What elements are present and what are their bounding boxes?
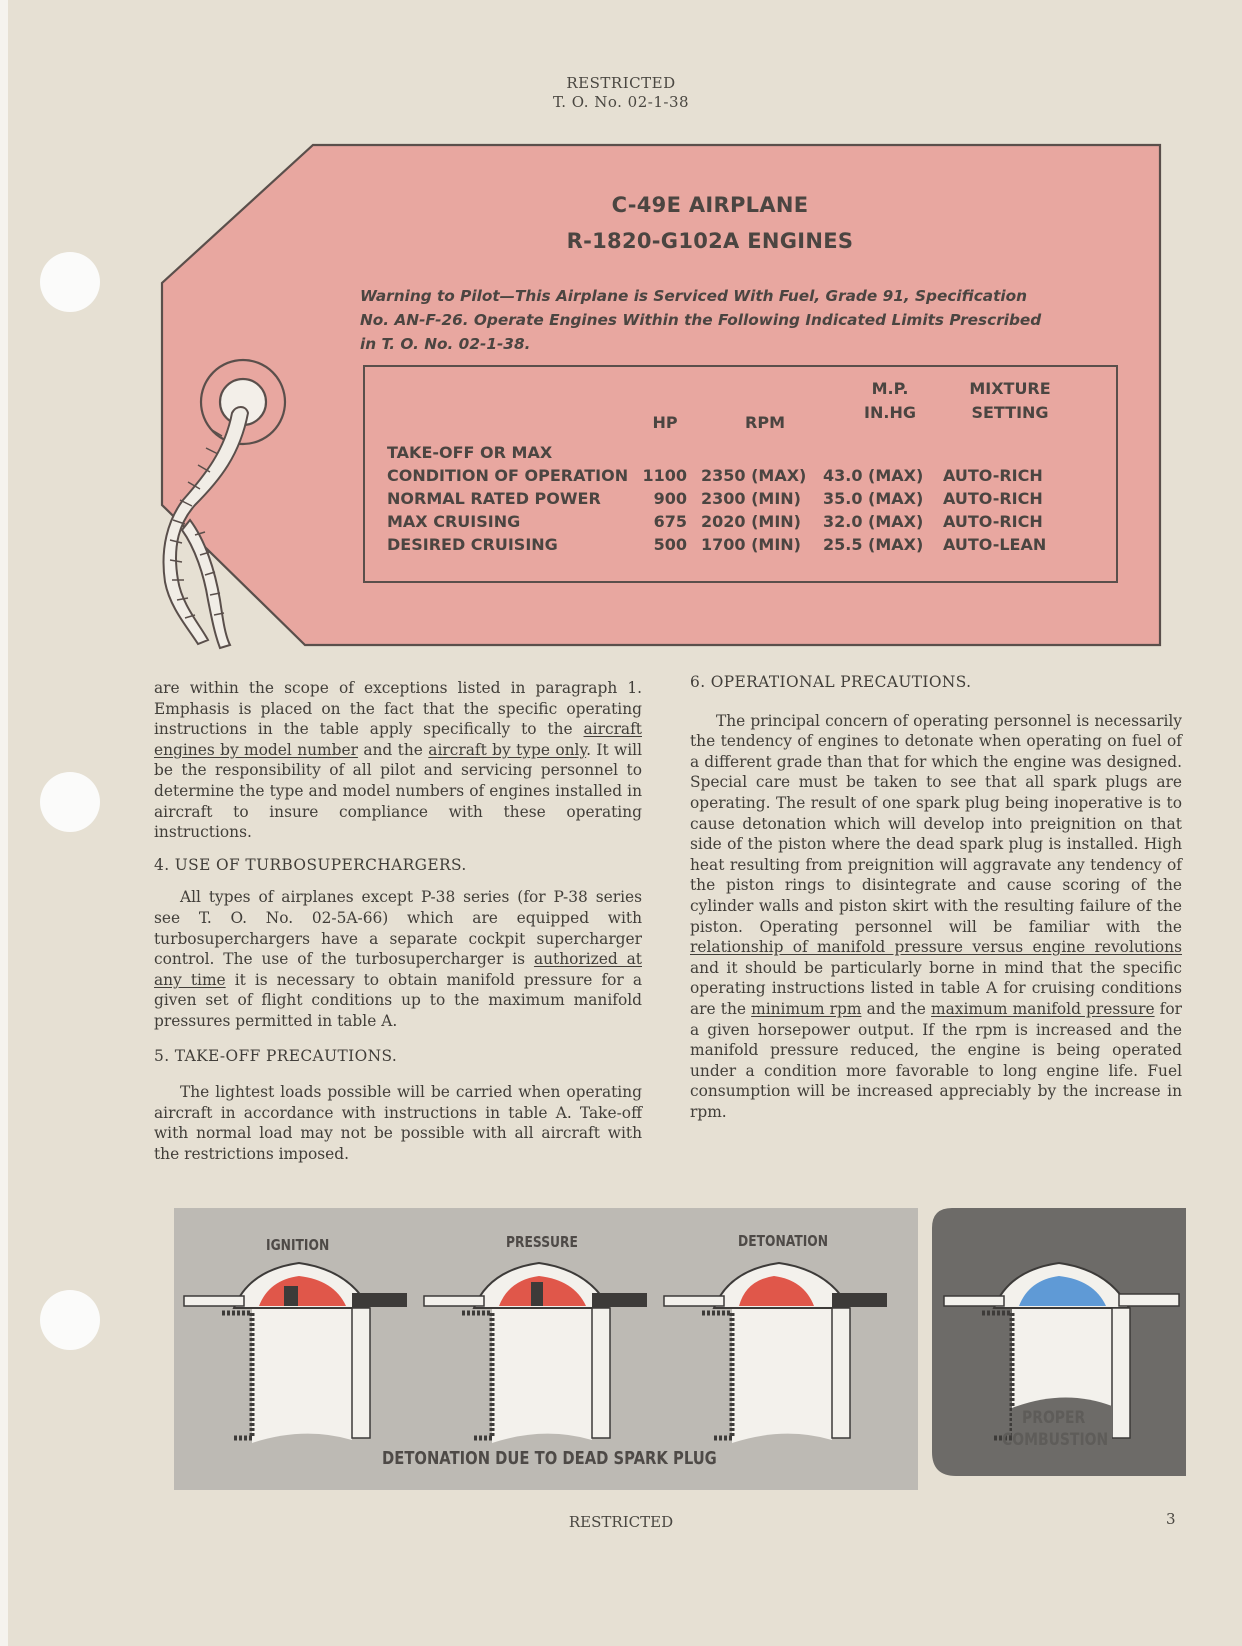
illustration-caption: DETONATION DUE TO DEAD SPARK PLUG [382, 1448, 717, 1469]
binder-hole [40, 1290, 100, 1350]
left-column [154, 678, 642, 1164]
table-row: TAKE-OFF OR MAX [387, 443, 553, 462]
cell-hp: 500 [653, 535, 687, 554]
page-number: 3 [1166, 1510, 1176, 1528]
table-row [387, 533, 1107, 557]
section-heading-5: 5. TAKE-OFF PRECAUTIONS. [154, 1046, 398, 1065]
paragraph-turbosuperchargers: All types of airplanes except P-38 series (for P-38 series see T. O. No. 02-5A-66) which are equipped with turbosuperchargers have a separate cockpit supercharger control. The use of the turbosupercharger is authorized at any time it is necessary to obtain manifold pressure for a given set of flight conditions up to the maximum manifold pressures permitted in table A. [154, 888, 642, 1030]
cell-condition: NORMAL RATED POWER [387, 489, 601, 508]
footer-classification: RESTRICTED [568, 1513, 674, 1531]
cell-condition: CONDITION OF OPERATION [387, 466, 629, 485]
warning-line: Warning to Pilot—This Airplane is Serviced With Fuel, Grade 91, Specification [360, 287, 1028, 305]
cell-condition: MAX CRUISING [387, 512, 521, 531]
paragraph-scope: are within the scope of exceptions listed in paragraph 1. Emphasis is placed on the fact that the specific operating instructions in the table apply specifically to the aircraft engines by model number and the aircraft by type only. It will be the responsibility of all pilot and servicing personnel to determine the type and model numbers of engines installed in aircraft to insure compliance with these operating instructions. [154, 679, 642, 842]
cell-rpm: 1700 (MIN) [701, 535, 801, 554]
right-column [690, 672, 1182, 1122]
label-pressure: PRESSURE [506, 1233, 578, 1251]
paragraph-operational: The principal concern of operating personnel is necessarily the tendency of engines to detonate when operating on fuel of a different grade than that for which the engine was designed. Special care must be taken to see that all spark plugs are operating. The result of one spark plug being inoperative is to cause detonation which will develop into preignition on that side of the piston where the dead spark plug is installed. High heat resulting from preignition will aggravate any tendency of the piston rings to disintegrate and cause scoring of the cylinder walls and piston skirt with the resulting failure of the piston. Operating personnel will be familiar with the relationship of manifold pressure versus engine revolutions and it should be particularly borne in mind that the specific operating instructions listed in table A for cruising conditions are the minimum rpm and the maximum manifold pressure for a given horsepower output. If the rpm is increased and the manifold pressure reduced, the engine is being operated under a condition more favorable to long engine life. Fuel consumption will be increased appreciably by the increase in rpm. [690, 711, 1183, 1121]
cell-mixture: AUTO-RICH [943, 489, 1043, 508]
label-ignition: IGNITION [266, 1236, 330, 1254]
cell-hp: 1100 [642, 466, 687, 485]
label-combustion: COMBUSTION [1002, 1430, 1109, 1450]
pilot-warning [360, 284, 1120, 356]
cell-mixture: AUTO-RICH [943, 512, 1043, 531]
cell-rpm: 2350 (MAX) [701, 466, 807, 485]
header-rpm: RPM [745, 413, 785, 432]
cell-mixture: AUTO-LEAN [943, 535, 1047, 554]
section-heading-4: 4. USE OF TURBOSUPERCHARGERS. [154, 855, 467, 874]
cell-hp: 675 [653, 512, 687, 531]
cell-mixture: AUTO-RICH [943, 466, 1043, 485]
header-mp: M.P. IN.HG [864, 379, 916, 422]
cell-condition: DESIRED CRUISING [387, 535, 558, 554]
table-row [387, 510, 1107, 534]
cell-mp: 43.0 (MAX) [823, 466, 924, 485]
binder-hole [40, 772, 100, 832]
header-doc-number: T. O. No. 02-1-38 [552, 93, 690, 111]
warning-line: No. AN-F-26. Operate Engines Within the Following Indicated Limits Prescribed [360, 311, 1042, 329]
cell-mp: 32.0 (MAX) [823, 512, 924, 531]
table-row [387, 487, 1107, 511]
table-row [387, 464, 1107, 488]
cell-rpm: 2020 (MIN) [701, 512, 801, 531]
warning-line: in T. O. No. 02-1-38. [360, 335, 531, 353]
label-detonation: DETONATION [738, 1232, 829, 1250]
tag-title-engines: R-1820-G102A ENGINES [566, 229, 854, 253]
header-classification: RESTRICTED [566, 74, 676, 92]
label-proper: PROPER [1022, 1408, 1086, 1428]
combustion-illustration [174, 1208, 1186, 1490]
header-mixture: MIXTURE SETTING [969, 379, 1051, 422]
header-hp: HP [652, 413, 678, 432]
cell-hp: 900 [653, 489, 687, 508]
cell-mp: 35.0 (MAX) [823, 489, 924, 508]
section-heading-6: 6. OPERATIONAL PRECAUTIONS. [690, 673, 972, 691]
paragraph-takeoff: The lightest loads possible will be carried when operating aircraft in accordance with instructions in table A. Take-off with normal load may not be possible with all aircraft with the restrictions imposed. [154, 1083, 642, 1163]
engine-limits-table [363, 365, 1118, 583]
cell-rpm: 2300 (MIN) [701, 489, 801, 508]
cell-mp: 25.5 (MAX) [823, 535, 924, 554]
tag-title-airplane: C-49E AIRPLANE [611, 193, 809, 217]
